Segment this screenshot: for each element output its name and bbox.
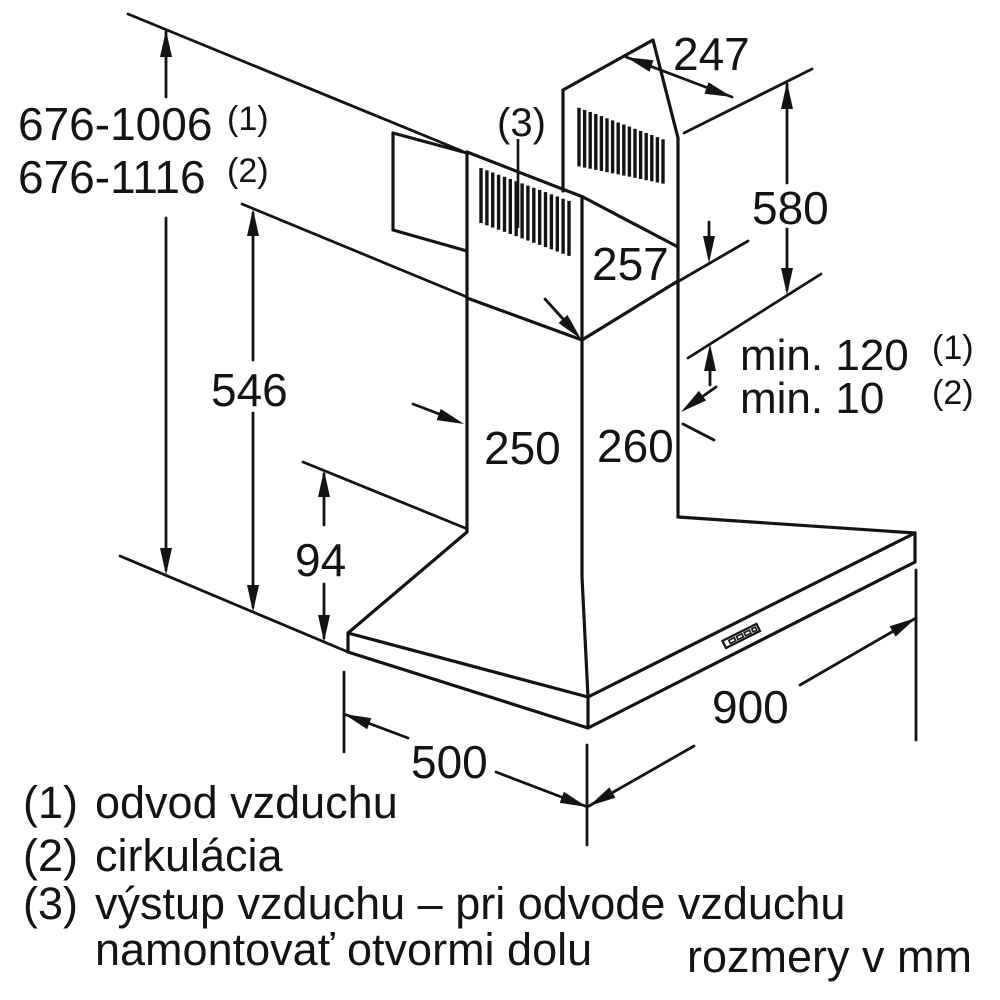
label-clearance-2: min. 10 [740, 374, 885, 423]
arrow-min-down [703, 236, 715, 263]
arrow-94-up [318, 470, 330, 497]
legend-item1-text: odvod vzduchu [95, 777, 398, 828]
label-hood-depth: 500 [411, 736, 488, 788]
arrow-900-left [589, 787, 615, 806]
arrow-500-right [560, 792, 587, 807]
arrow-546-up [247, 209, 259, 236]
canopy-outline [348, 517, 915, 728]
legend [23, 777, 972, 982]
label-top-width: 247 [673, 28, 750, 80]
units-note: rozmery v mm [687, 931, 972, 982]
legend-item2-text: cirkulácia [95, 830, 283, 881]
label-hood-width: 900 [712, 681, 789, 733]
arrow-546-down [247, 585, 259, 612]
arrow-900-right [890, 618, 916, 637]
arrow-min-oblique [681, 391, 706, 412]
ext-joint-right [679, 241, 748, 281]
legend-item2-num: (2) [23, 830, 78, 881]
arrow-676-up [160, 30, 172, 57]
arrow-580-up [781, 82, 793, 109]
label-overall-height-1-ref: (1) [227, 100, 269, 138]
label-clearance-2-ref: (2) [932, 374, 974, 412]
label-overall-height-2-ref: (2) [227, 152, 269, 190]
label-lower-width: 260 [597, 420, 674, 472]
arrow-676-down [160, 548, 172, 575]
arrow-247-left [626, 57, 654, 72]
label-upper-depth: 257 [592, 238, 669, 290]
arrow-250-leader [437, 409, 464, 424]
legend-item1-num: (1) [23, 777, 78, 828]
legend-item3-text2: namontovať otvormi dolu [95, 924, 593, 975]
label-overall-height-2: 676-1116 [18, 151, 206, 203]
label-overall-height-1: 676-1006 [18, 98, 213, 150]
legend-item3-num: (3) [23, 878, 78, 929]
arrow-500-left [344, 714, 371, 729]
arrow-580-down [781, 268, 793, 295]
label-lower-depth: 250 [484, 422, 561, 474]
label-canopy-height: 94 [295, 534, 347, 586]
arrow-94-down [318, 615, 330, 642]
arrow-247-right [705, 82, 733, 97]
label-clearance-1-ref: (1) [932, 329, 974, 367]
label-upper-height: 580 [752, 182, 829, 234]
canopy-slopes [348, 517, 915, 697]
legend-item3-text: výstup vzduchu – pri odvode vzduchu [95, 878, 846, 929]
label-air-outlet-ref: (3) [497, 101, 546, 145]
label-clearance-1: min. 120 [740, 331, 909, 380]
ext-joint-left [242, 204, 467, 297]
label-wall-height: 546 [211, 364, 288, 416]
